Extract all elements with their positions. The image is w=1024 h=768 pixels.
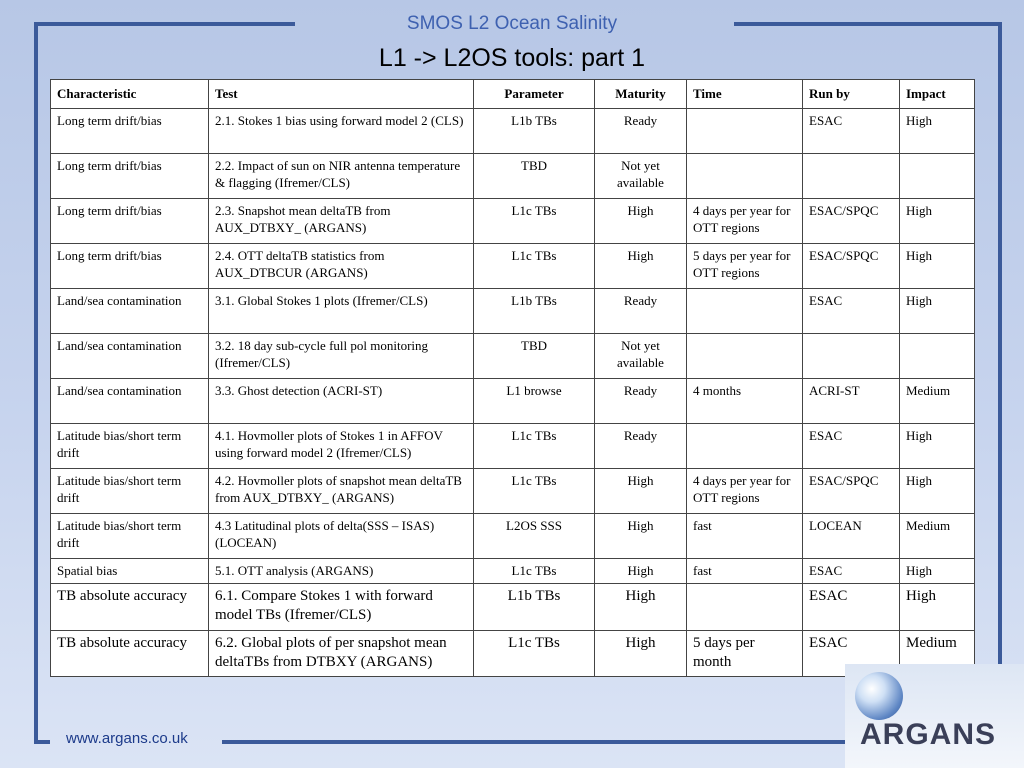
cell-run-by: ESAC [803, 289, 900, 334]
col-header-time: Time [687, 80, 803, 109]
slide-title: L1 -> L2OS tools: part 1 [378, 44, 646, 72]
cell-characteristic: Latitude bias/short term drift [51, 469, 209, 514]
table-row [51, 584, 975, 631]
cell-maturity: Ready [595, 379, 687, 424]
table-row [51, 469, 975, 514]
globe-icon [855, 672, 903, 720]
cell-run-by: ESAC/SPQC [803, 244, 900, 289]
cell-test: 4.3 Latitudinal plots of delta(SSS – ISAS) (LOCEAN) [209, 514, 474, 559]
cell-time: 4 days per year for OTT regions [687, 469, 803, 514]
table-row [51, 424, 975, 469]
cell-parameter: TBD [474, 154, 595, 199]
table-row [51, 379, 975, 424]
cell-maturity: High [595, 244, 687, 289]
cell-impact: High [900, 199, 975, 244]
cell-parameter: L1b TBs [474, 584, 595, 631]
cell-test: 6.2. Global plots of per snapshot mean deltaTBs from DTBXY (ARGANS) [209, 631, 474, 677]
cell-time [687, 584, 803, 631]
table-header-row [51, 80, 975, 109]
cell-maturity: High [595, 559, 687, 584]
cell-impact: High [900, 584, 975, 631]
table-row [51, 334, 975, 379]
cell-time [687, 289, 803, 334]
cell-run-by: LOCEAN [803, 514, 900, 559]
cell-impact [900, 154, 975, 199]
cell-time: 5 days per month [687, 631, 803, 677]
cell-test: 2.2. Impact of sun on NIR antenna temperature & flagging (Ifremer/CLS) [209, 154, 474, 199]
table-row [51, 199, 975, 244]
cell-maturity: Ready [595, 109, 687, 154]
cell-characteristic: Land/sea contamination [51, 334, 209, 379]
cell-characteristic: Long term drift/bias [51, 244, 209, 289]
cell-parameter: TBD [474, 334, 595, 379]
cell-maturity: High [595, 514, 687, 559]
table-row [51, 559, 975, 584]
cell-time: fast [687, 559, 803, 584]
cell-impact: High [900, 424, 975, 469]
col-header-run-by: Run by [803, 80, 900, 109]
cell-impact: Medium [900, 514, 975, 559]
cell-characteristic: Long term drift/bias [51, 154, 209, 199]
cell-test: 6.1. Compare Stokes 1 with forward model TBs (Ifremer/CLS) [209, 584, 474, 631]
cell-impact: Medium [900, 379, 975, 424]
cell-parameter: L1b TBs [474, 289, 595, 334]
table-row [51, 514, 975, 559]
cell-test: 2.1. Stokes 1 bias using forward model 2 (CLS) [209, 109, 474, 154]
cell-test: 4.2. Hovmoller plots of snapshot mean deltaTB from AUX_DTBXY_ (ARGANS) [209, 469, 474, 514]
cell-characteristic: Latitude bias/short term drift [51, 424, 209, 469]
cell-test: 5.1. OTT analysis (ARGANS) [209, 559, 474, 584]
cell-time: 5 days per year for OTT regions [687, 244, 803, 289]
table-row [51, 631, 975, 677]
cell-parameter: L1c TBs [474, 469, 595, 514]
col-header-impact: Impact [900, 80, 975, 109]
cell-parameter: L1c TBs [474, 199, 595, 244]
cell-parameter: L1c TBs [474, 631, 595, 677]
table-row [51, 154, 975, 199]
cell-maturity: High [595, 469, 687, 514]
cell-run-by: ESAC/SPQC [803, 199, 900, 244]
cell-characteristic: Land/sea contamination [51, 289, 209, 334]
cell-run-by: ESAC [803, 424, 900, 469]
cell-time: 4 days per year for OTT regions [687, 199, 803, 244]
cell-test: 3.2. 18 day sub-cycle full pol monitoring (Ifremer/CLS) [209, 334, 474, 379]
frame-left-line [34, 22, 38, 744]
cell-impact: High [900, 289, 975, 334]
cell-maturity: High [595, 631, 687, 677]
cell-run-by: ESAC [803, 109, 900, 154]
cell-impact: High [900, 244, 975, 289]
cell-maturity: Ready [595, 289, 687, 334]
cell-parameter: L2OS SSS [474, 514, 595, 559]
frame-bottom-right-line [222, 740, 846, 744]
tools-table [50, 79, 975, 677]
cell-maturity: Not yet available [595, 334, 687, 379]
cell-maturity: High [595, 584, 687, 631]
cell-run-by: ESAC [803, 559, 900, 584]
footer-website-link[interactable]: www.argans.co.uk [66, 730, 188, 747]
cell-run-by [803, 334, 900, 379]
col-header-characteristic: Characteristic [51, 80, 209, 109]
cell-characteristic: Latitude bias/short term drift [51, 514, 209, 559]
cell-time [687, 424, 803, 469]
cell-characteristic: Land/sea contamination [51, 379, 209, 424]
cell-characteristic: Long term drift/bias [51, 109, 209, 154]
cell-run-by: ACRI-ST [803, 379, 900, 424]
cell-test: 3.3. Ghost detection (ACRI-ST) [209, 379, 474, 424]
cell-run-by: ESAC/SPQC [803, 469, 900, 514]
cell-impact: High [900, 469, 975, 514]
cell-impact [900, 334, 975, 379]
cell-time [687, 109, 803, 154]
frame-bottom-left-line [34, 740, 50, 744]
logo-text: ARGANS [860, 718, 997, 751]
cell-characteristic: TB absolute accuracy [51, 631, 209, 677]
col-header-parameter: Parameter [474, 80, 595, 109]
cell-run-by [803, 154, 900, 199]
col-header-maturity: Maturity [595, 80, 687, 109]
header-title: SMOS L2 Ocean Salinity [406, 13, 618, 34]
cell-parameter: L1 browse [474, 379, 595, 424]
cell-impact: Medium [900, 631, 975, 677]
cell-parameter: L1c TBs [474, 424, 595, 469]
cell-time [687, 154, 803, 199]
cell-characteristic: Spatial bias [51, 559, 209, 584]
table-row [51, 109, 975, 154]
cell-run-by: ESAC [803, 631, 900, 677]
cell-impact: High [900, 109, 975, 154]
col-header-test: Test [209, 80, 474, 109]
cell-parameter: L1c TBs [474, 244, 595, 289]
cell-test: 3.1. Global Stokes 1 plots (Ifremer/CLS) [209, 289, 474, 334]
cell-test: 2.4. OTT deltaTB statistics from AUX_DTBCUR (ARGANS) [209, 244, 474, 289]
cell-characteristic: Long term drift/bias [51, 199, 209, 244]
cell-maturity: High [595, 199, 687, 244]
cell-test: 2.3. Snapshot mean deltaTB from AUX_DTBXY_ (ARGANS) [209, 199, 474, 244]
table-row [51, 244, 975, 289]
cell-run-by: ESAC [803, 584, 900, 631]
table-row [51, 289, 975, 334]
cell-parameter: L1b TBs [474, 109, 595, 154]
cell-time: 4 months [687, 379, 803, 424]
cell-time: fast [687, 514, 803, 559]
cell-impact: High [900, 559, 975, 584]
cell-maturity: Not yet available [595, 154, 687, 199]
cell-time [687, 334, 803, 379]
frame-right-line [998, 22, 1002, 664]
cell-characteristic: TB absolute accuracy [51, 584, 209, 631]
cell-test: 4.1. Hovmoller plots of Stokes 1 in AFFOV using forward model 2 (Ifremer/CLS) [209, 424, 474, 469]
cell-maturity: Ready [595, 424, 687, 469]
cell-parameter: L1c TBs [474, 559, 595, 584]
